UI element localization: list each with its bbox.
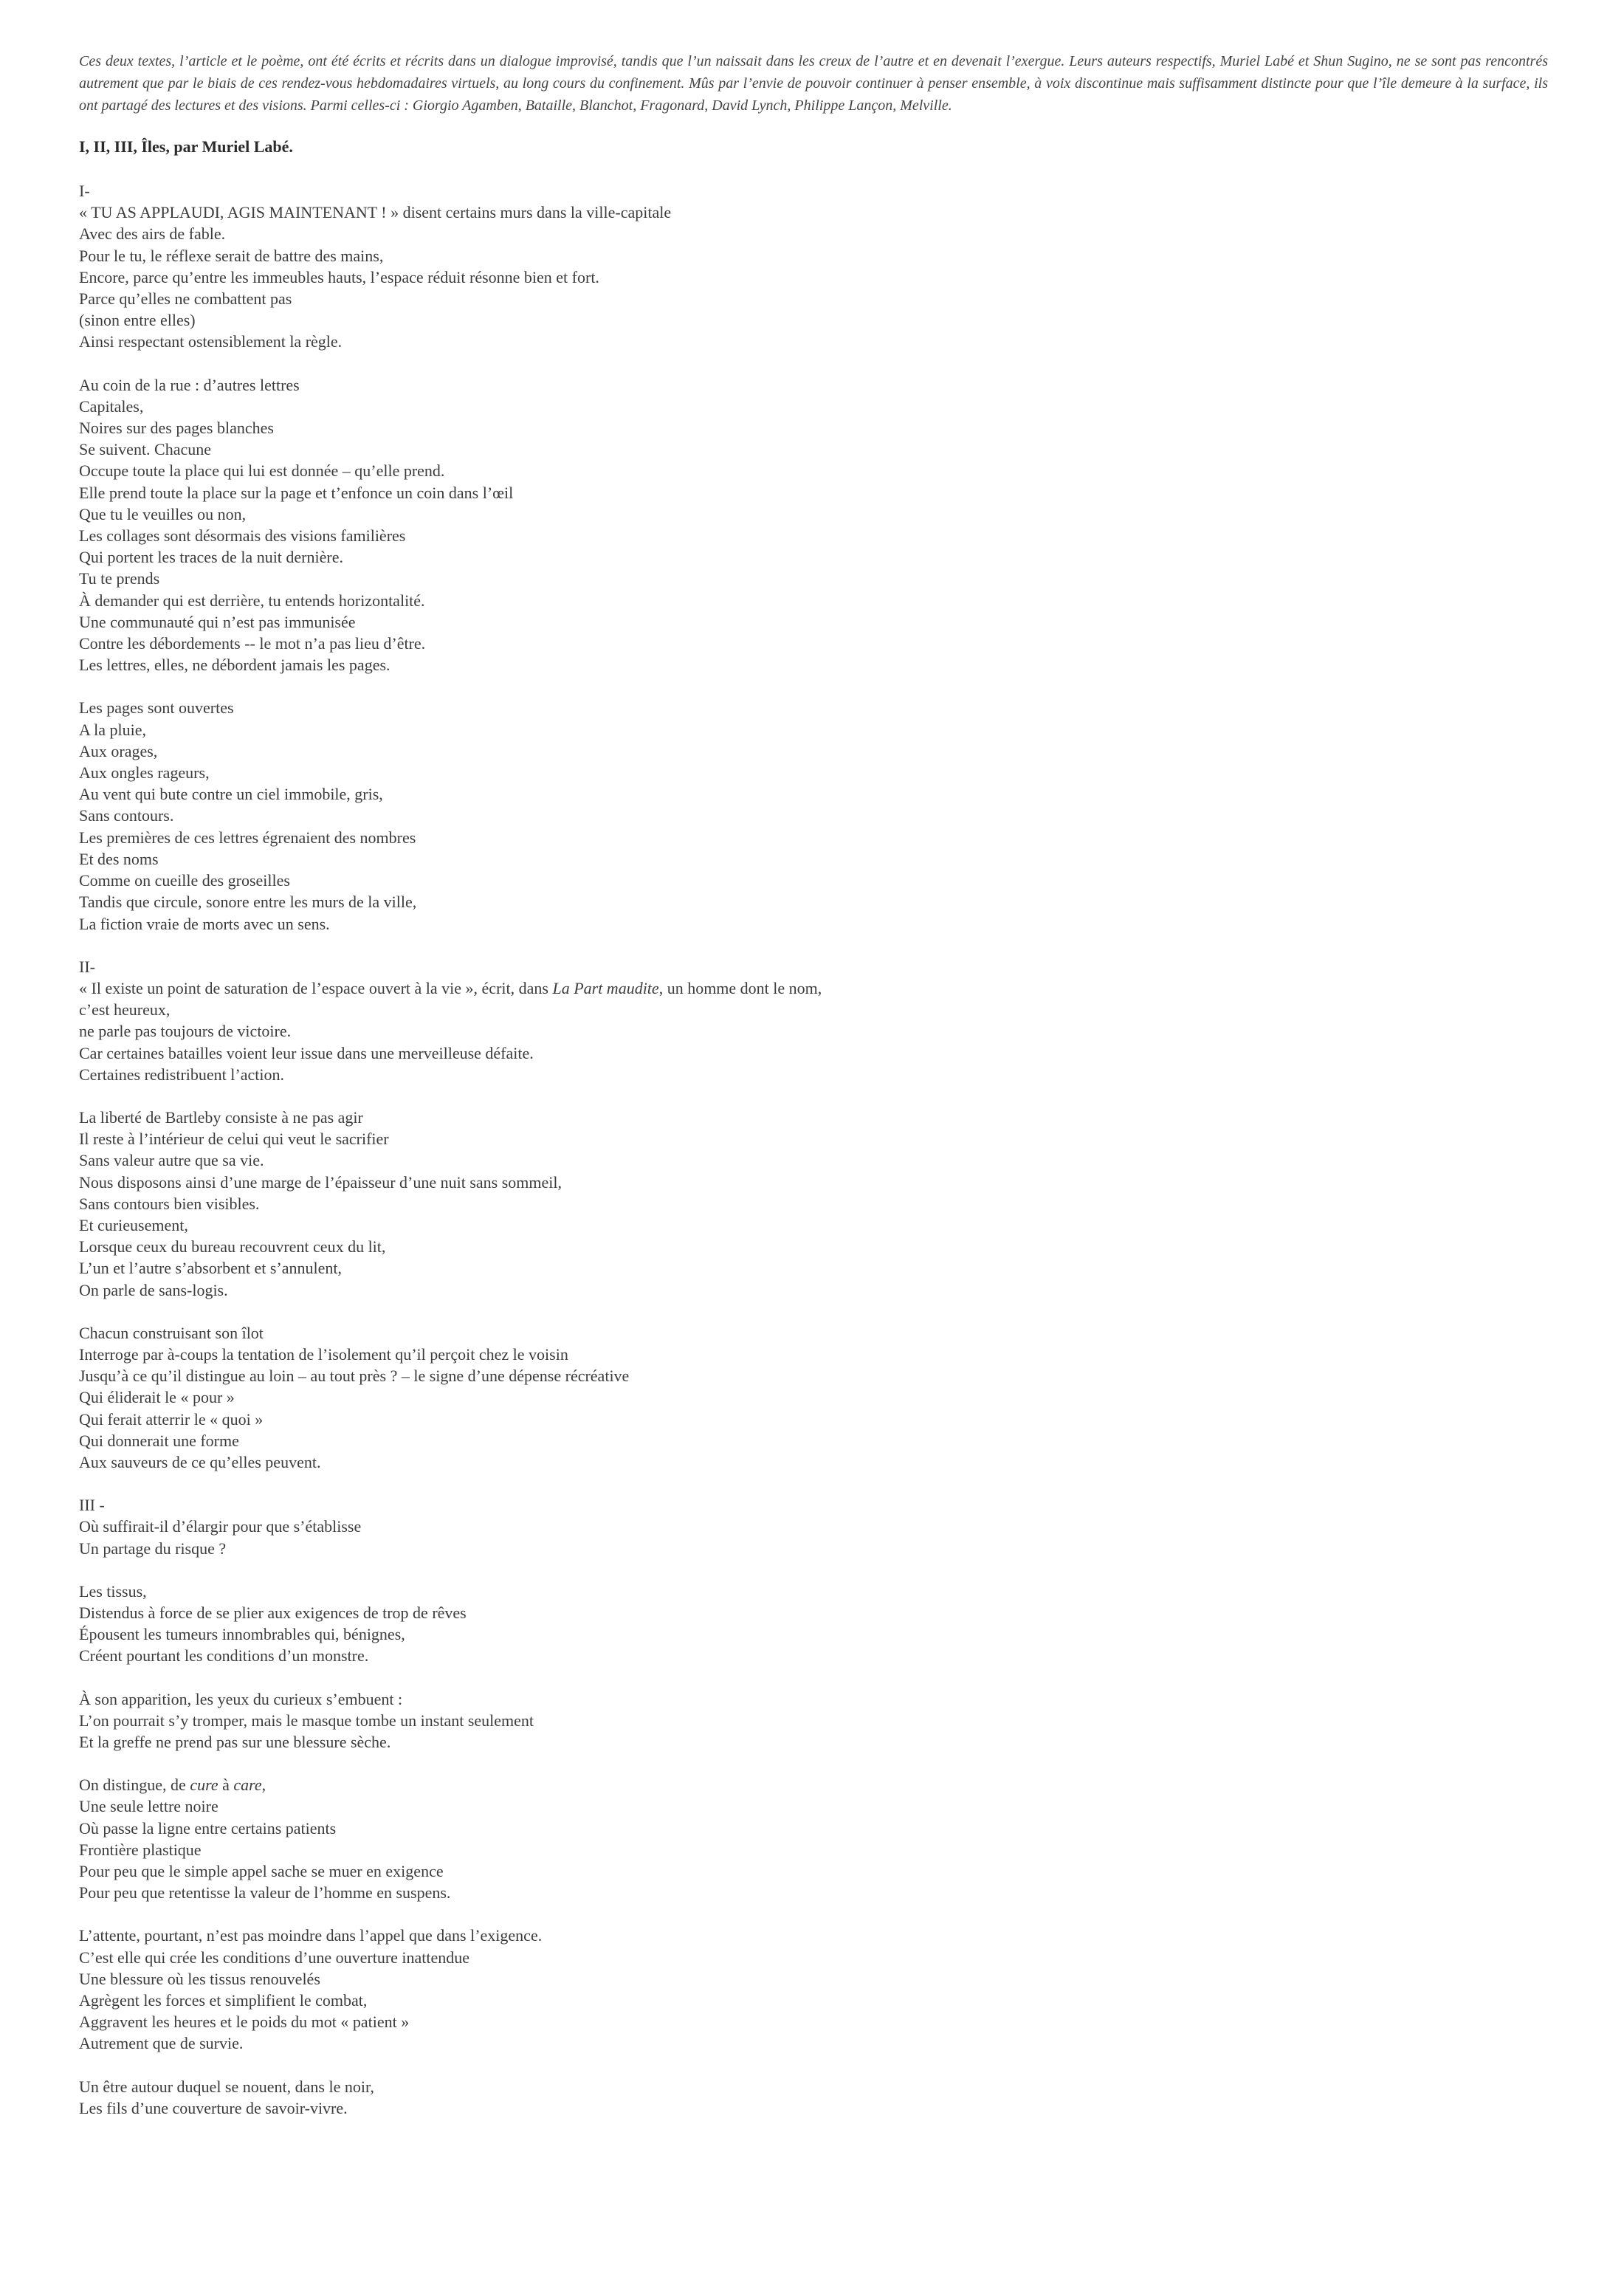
poem-line: ne parle pas toujours de victoire.: [79, 1022, 292, 1041]
stanza: [79, 1925, 1548, 2054]
poem-line: On parle de sans-logis.: [79, 1280, 228, 1299]
poem-line: Chacun construisant son îlot: [79, 1323, 264, 1342]
poem-line: L’attente, pourtant, n’est pas moindre dans l’appel que dans l’exigence.: [79, 1926, 543, 1945]
stanza: [79, 1494, 1548, 1559]
poem-line: Sans contours.: [79, 806, 174, 825]
poem-line: A la pluie,: [79, 720, 147, 739]
stanza: [79, 180, 1548, 353]
inline-segment: à: [218, 1776, 234, 1795]
stanza: [79, 1322, 1548, 1473]
poem-line: Frontière plastique: [79, 1840, 202, 1859]
poem-line: L’on pourrait s’y tromper, mais le masque tombe un instant seulement: [79, 1711, 534, 1730]
stanza: [79, 1107, 1548, 1301]
poem-line: Contre les débordements -- le mot n’a pas lieu d’être.: [79, 634, 426, 653]
poem-line: Autrement que de survie.: [79, 2034, 244, 2053]
poem-line: Et curieusement,: [79, 1215, 188, 1234]
poem-line: À demander qui est derrière, tu entends horizontalité.: [79, 591, 425, 610]
poem-line: Les collages sont désormais des visions familières: [79, 526, 406, 546]
inline-segment: On distingue, de: [79, 1776, 190, 1795]
poem-line: Où suffirait-il d’élargir pour que s’établisse: [79, 1517, 362, 1536]
poem-line: Se suivent. Chacune: [79, 440, 212, 459]
poem-line: Interroge par à-coups la tentation de l’isolement qu’il perçoit chez le voisin: [79, 1344, 568, 1364]
poem-line: À son apparition, les yeux du curieux s’embuent :: [79, 1689, 403, 1708]
poem-line: Une seule lettre noire: [79, 1797, 219, 1816]
inline-segment: ,: [261, 1776, 266, 1795]
intro-paragraph: Ces deux textes, l’article et le poème, ont été écrits et récrits dans un dialogue improvisé, tandis que l’un naissait dans les creux de l’autre et en devenait l’exergue. Leurs auteurs respectifs, Muriel Labé et Shun Sugino, ne se sont pas rencontrés autrement que par le biais de ces rendez-vous hebdomadaires virtuels, au long cours du confinement. Mûs par l’envie de pouvoir continuer à penser ensemble, à voix discontinue mais suffisamment distincte pour que l’île demeure à la surface, ils ont partagé des lectures et des visions. Parmi celles-ci : Giorgio Agamben, Bataille, Blanchot, Fragonard, David Lynch, Philippe Lançon, Melville.: [79, 53, 1548, 114]
poem-line: Pour peu que retentisse la valeur de l’homme en suspens.: [79, 1883, 451, 1903]
poem-line: Agrègent les forces et simplifient le combat,: [79, 1991, 368, 2010]
poem-line: Pour peu que le simple appel sache se muer en exigence: [79, 1862, 444, 1881]
poem-line: Encore, parce qu’entre les immeubles hauts, l’espace réduit résonne bien et fort.: [79, 267, 599, 286]
poem-line: Aux ongles rageurs,: [79, 763, 210, 783]
poem-line: Sans valeur autre que sa vie.: [79, 1151, 264, 1170]
poem-body: [79, 180, 1548, 2119]
poem-line: Ainsi respectant ostensiblement la règle.: [79, 332, 343, 351]
stanza: [79, 956, 1548, 1085]
stanza: [79, 2076, 1548, 2119]
inline-segment: La Part maudite: [552, 978, 659, 997]
stanza: [79, 697, 1548, 934]
poem-line: Sans contours bien visibles.: [79, 1194, 260, 1213]
poem-line: Une blessure où les tissus renouvelés: [79, 1969, 320, 1988]
poem-line: Au coin de la rue : d’autres lettres: [79, 375, 300, 394]
inline-segment: cure: [190, 1776, 219, 1795]
poem-line: Les lettres, elles, ne débordent jamais les pages.: [79, 656, 390, 675]
poem-line: Tandis que circule, sonore entre les murs de la ville,: [79, 893, 417, 912]
document-page: [79, 50, 1548, 2140]
stanza: [79, 1688, 1548, 1753]
poem-line: Les tissus,: [79, 1581, 147, 1601]
inline-segment: care: [233, 1776, 262, 1795]
poem-line: Elle prend toute la place sur la page et t’enfonce un coin dans l’œil: [79, 483, 514, 502]
poem-line: Que tu le veuilles ou non,: [79, 504, 247, 523]
poem-line: Lorsque ceux du bureau recouvrent ceux du lit,: [79, 1237, 386, 1257]
poem-line: Une communauté qui n’est pas immunisée: [79, 612, 356, 631]
poem-line: Il reste à l’intérieur de celui qui veut le sacrifier: [79, 1130, 389, 1149]
poem-line: Où passe la ligne entre certains patients: [79, 1818, 337, 1838]
poem-line: C’est elle qui crée les conditions d’une ouverture inattendue: [79, 1948, 470, 1967]
poem-line: [79, 1774, 1548, 1795]
poem-line: Un partage du risque ?: [79, 1539, 227, 1558]
poem-line: Noires sur des pages blanches: [79, 419, 274, 438]
poem-line: Aggravent les heures et le poids du mot « patient »: [79, 2013, 410, 2032]
poem-line: Et des noms: [79, 849, 159, 868]
poem-line: Les premières de ces lettres égrenaient des nombres: [79, 828, 416, 847]
poem-line: Parce qu’elles ne combattent pas: [79, 289, 292, 309]
poem-line: Comme on cueille des groseilles: [79, 871, 290, 890]
inline-segment: , un homme dont le nom,: [658, 978, 822, 997]
stanza: [79, 1774, 1548, 1903]
poem-line: Qui portent les traces de la nuit dernière.: [79, 548, 343, 567]
poem-line: Certaines redistribuent l’action.: [79, 1065, 284, 1084]
poem-line: Jusqu’à ce qu’il distingue au loin – au tout près ? – le signe d’une dépense récréative: [79, 1367, 630, 1386]
poem-line: (sinon entre elles): [79, 311, 196, 330]
poem-line: Épousent les tumeurs innombrables qui, bénignes,: [79, 1625, 405, 1644]
inline-segment: « Il existe un point de saturation de l’espace ouvert à la vie », écrit, dans: [79, 978, 553, 997]
poem-line: II-: [79, 957, 95, 976]
poem-line: Car certaines batailles voient leur issue dans une merveilleuse défaite.: [79, 1043, 534, 1062]
poem-line: La fiction vraie de morts avec un sens.: [79, 914, 330, 933]
poem-title: I, II, III, Îles, par Muriel Labé.: [79, 137, 293, 156]
poem-line: Qui donnerait une forme: [79, 1431, 239, 1450]
poem-line: Occupe toute la place qui lui est donnée – qu’elle prend.: [79, 461, 445, 481]
poem-line: L’un et l’autre s’absorbent et s’annulent,: [79, 1259, 342, 1278]
poem-line: Un être autour duquel se nouent, dans le noir,: [79, 2077, 374, 2096]
poem-line: Pour le tu, le réflexe serait de battre des mains,: [79, 246, 384, 265]
poem-line: Créent pourtant les conditions d’un monstre.: [79, 1646, 369, 1666]
poem-line: Capitales,: [79, 396, 144, 416]
poem-line: La liberté de Bartleby consiste à ne pas agir: [79, 1107, 363, 1127]
poem-line: Au vent qui bute contre un ciel immobile, gris,: [79, 785, 383, 804]
poem-line: Aux sauveurs de ce qu’elles peuvent.: [79, 1452, 321, 1471]
poem-line: I-: [79, 182, 90, 200]
poem-line: [79, 977, 1548, 999]
poem-line: III -: [79, 1496, 105, 1515]
poem-line: Les pages sont ouvertes: [79, 698, 234, 718]
poem-line: Qui éliderait le « pour »: [79, 1388, 235, 1407]
poem-line: Aux orages,: [79, 741, 158, 760]
poem-line: Avec des airs de fable.: [79, 224, 226, 244]
poem-line: Nous disposons ainsi d’une marge de l’épaisseur d’une nuit sans sommeil,: [79, 1172, 562, 1192]
poem-line: Tu te prends: [79, 569, 160, 588]
poem-line: « TU AS APPLAUDI, AGIS MAINTENANT ! » disent certains murs dans la ville-capitale: [79, 203, 672, 222]
poem-line: Les fils d’une couverture de savoir-vivre.: [79, 2098, 348, 2117]
poem-line: Distendus à force de se plier aux exigences de trop de rêves: [79, 1603, 467, 1622]
poem-line: c’est heureux,: [79, 1000, 171, 1020]
stanza: [79, 374, 1548, 676]
poem-line: Qui ferait atterrir le « quoi »: [79, 1409, 264, 1429]
stanza: [79, 1581, 1548, 1667]
poem-line: Et la greffe ne prend pas sur une blessure sèche.: [79, 1733, 391, 1751]
